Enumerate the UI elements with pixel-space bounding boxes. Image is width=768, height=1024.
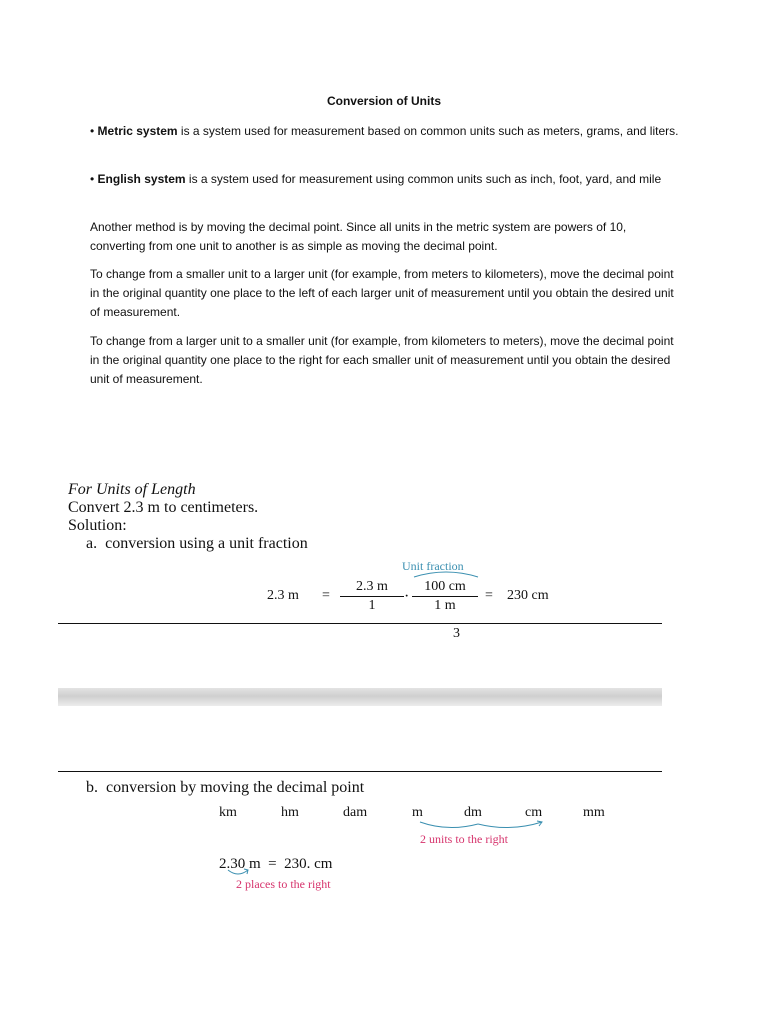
fraction-denominator: 1 m (434, 598, 456, 613)
divider-line (58, 771, 662, 772)
fraction-numerator: 100 cm (424, 579, 466, 594)
fraction-numerator: 2.3 m (356, 579, 388, 594)
fraction-two (412, 579, 478, 614)
unit-dam: dam (343, 805, 368, 820)
places-note: 2 places to the right (236, 877, 331, 891)
bullet-metric: • Metric system is a system used for measurement based on common units such as meters, grams, and liters. (90, 124, 679, 138)
equals-sign: = (322, 588, 330, 603)
unit-dm: dm (464, 805, 482, 820)
bullet-term: English system (97, 172, 186, 186)
paragraph: To change from a larger unit to a smaller unit (for example, from kilometers to meters), move the decimal point in the original quantity one place to the right for each smaller unit of measurement until you obtain the desired unit of measurement. (90, 334, 674, 386)
unit-km: km (219, 805, 237, 820)
page-break-band (58, 688, 662, 706)
page-title: Conversion of Units (326, 94, 441, 108)
solution-label: Solution: (68, 517, 127, 534)
fraction-denominator: 1 (368, 598, 376, 613)
bullet-text: is a system used for measurement based on common units such as meters, grams, and liters. (177, 124, 679, 138)
unit-fraction-label: Unit fraction (402, 559, 464, 573)
equation-lhs: 2.3 m (267, 588, 299, 603)
equation-result: 230 cm (507, 588, 549, 603)
equals-sign: = (485, 588, 493, 603)
part-b-label: b. conversion by moving the decimal point (86, 779, 365, 796)
page-number: 3 (453, 626, 460, 641)
unit-fraction-bracket (412, 570, 480, 578)
example-problem: Convert 2.3 m to centimeters. (68, 499, 259, 516)
decimal-equation: 2.30 m = 230. cm (219, 856, 333, 872)
paragraph: Another method is by moving the decimal point. Since all units in the metric system are powers of 10, converting from one unit to another is as simple as moving the decimal point. (90, 220, 627, 253)
part-a-label: a. conversion using a unit fraction (86, 535, 308, 552)
bullet-english: • English system is a system used for measurement using common units such as inch, foot, yard, and mile (90, 172, 662, 186)
units-note: 2 units to the right (420, 832, 508, 846)
unit-cm: cm (525, 805, 543, 820)
example-heading: For Units of Length (68, 481, 196, 498)
unit-mm: mm (583, 805, 605, 820)
unit-hm: hm (281, 805, 299, 820)
bullet-term: Metric system (97, 124, 178, 138)
bullet-text: is a system used for measurement using common units such as inch, foot, yard, and mile (185, 172, 662, 186)
divider-line (58, 623, 662, 624)
multiply-dot: · (404, 588, 410, 605)
unit-m: m (412, 805, 423, 820)
fraction-one (340, 579, 404, 614)
paragraph: To change from a smaller unit to a larger unit (for example, from meters to kilometers), move the decimal point in the original quantity one place to the left of each larger unit of measurement until you obtain the desired unit of measurement. (90, 267, 674, 319)
